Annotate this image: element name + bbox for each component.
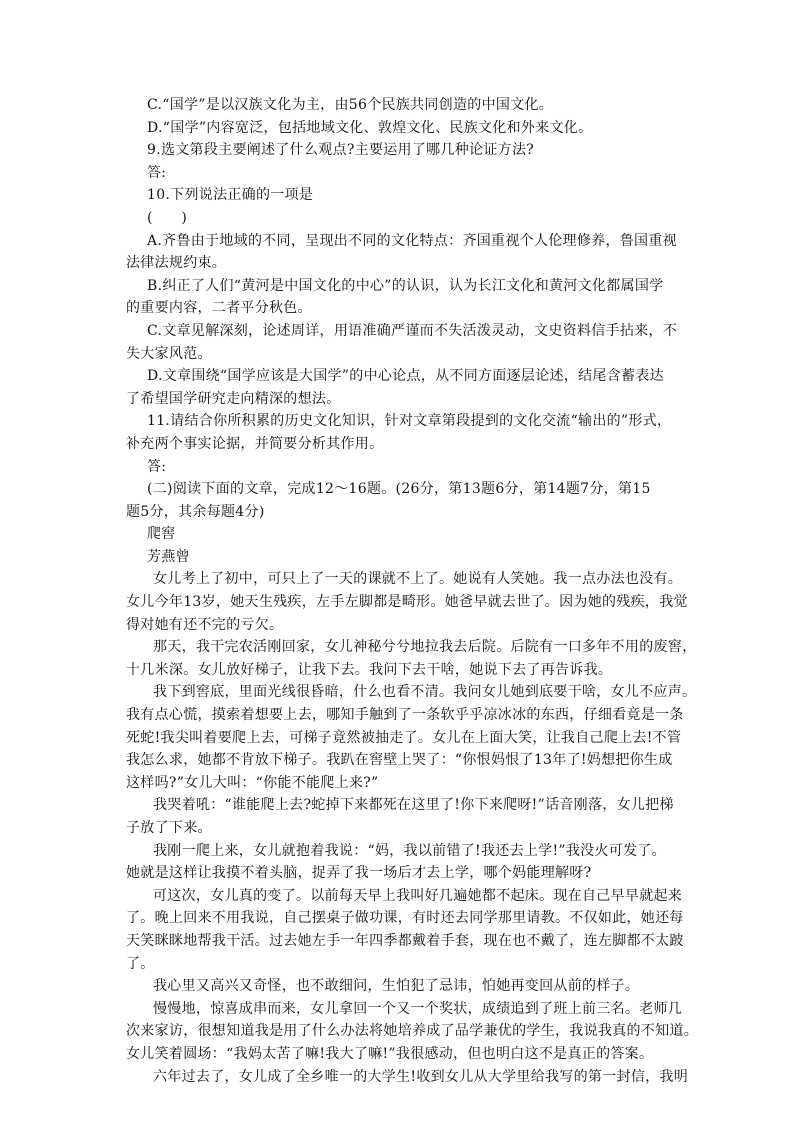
text-line: 我怎么求，她都不肯放下梯子。我趴在窖壁上哭了：“你恨妈恨了13年了!妈想把你生成 (126, 752, 673, 769)
text-line: D.文章围绕“国学应该是大国学”的中心论点，从不同方面逐层论述，结尾含蓄表达 (147, 368, 664, 385)
text-line: 补充两个事实论据，并简要分析其作用。 (126, 435, 384, 452)
text-line: 的重要内容，二者平分秋色。 (126, 300, 312, 317)
text-line: 题5分，其余每题4分) (126, 503, 265, 520)
text-line: 女儿笑着圆场：“我妈太苦了嘛!我大了嘛!”我很感动，但也明白这不是真正的答案。 (126, 1045, 654, 1062)
text-line: ( ) (147, 209, 188, 226)
text-line: 爬窖 (147, 526, 176, 543)
text-line: 女儿考上了初中，可只上了一天的课就不上了。她说有人笑她。我一点办法也没有。 (153, 571, 683, 588)
text-line: 女儿今年13岁，她天生残疾，左手左脚都是畸形。她爸早就去世了。因为她的残疾，我觉 (126, 594, 688, 611)
text-line: 答: (147, 164, 167, 181)
text-line: (二)阅读下面的文章，完成12～16题。(26分，第13题6分，第14题7分，第15 (147, 481, 651, 498)
text-line: 她就是这样让我摸不着头脑，捉弄了我一场后才去上学，哪个妈能理解呀? (126, 865, 592, 882)
text-line: 失大家风范。 (126, 345, 212, 362)
text-line: 天笑眯眯地帮我干活。过去她左手一年四季都戴着手套，现在也不戴了，连左脚都不太跛 (126, 932, 684, 949)
text-line: C.“国学”是以汉族文化为主，由56个民族共同创造的中国文化。 (147, 97, 554, 113)
document-page (126, 94, 698, 1088)
text-line: 这样吗?”女儿大叫：“你能不能爬上来?” (126, 774, 379, 791)
text-line: 十几米深。女儿放好梯子，让我下去。我问下去干啥，她说下去了再告诉我。 (126, 661, 613, 678)
text-line: 法律法规约束。 (126, 255, 227, 272)
text-line: 了希望国学研究走向精深的想法。 (126, 390, 341, 407)
text-line: D.“国学”内容宽泛，包括地域文化、敦煌文化、民族文化和外来文化。 (147, 119, 593, 136)
text-line: C.文章见解深刻，论述周详，用语准确严谨而不失活泼灵动，文史资料信手拈来，不 (147, 322, 678, 339)
text-line: 9.选文第段主要阐述了什么观点?主要运用了哪几种论证方法? (147, 142, 535, 159)
text-line: 我有点心慌，摸索着想要上去，哪知手触到了一条软乎乎凉冰冰的东西，仔细看竟是一条 (126, 707, 684, 724)
text-line: B.纠正了人们“黄河是中国文化的中心”的认识，认为长江文化和黄河文化都属国学 (147, 277, 664, 294)
text-line: 六年过去了，女儿成了全乡唯一的大学生!收到女儿从大学里给我写的第一封信，我明 (153, 1068, 689, 1085)
text-line: 死蛇!我尖叫着要爬上去，可梯子竟然被抽走了。女儿在上面大笑，让我自己爬上去!不管 (126, 729, 682, 746)
text-line: 了。晚上回来不用我说，自己摆桌子做功课，有时还去同学那里请教。不仅如此，她还每 (126, 910, 684, 927)
text-line: 答: (147, 458, 167, 475)
text-line: 那天，我干完农活刚回家，女儿神秘兮兮地拉我去后院。后院有一口多年不用的废窖， (153, 639, 697, 656)
text-line: 我心里又高兴又奇怪，也不敢细问，生怕犯了忌讳，怕她再变回从前的样子。 (153, 978, 640, 995)
text-line: 我下到窖底，里面光线很昏暗，什么也看不清。我问女儿她到底要干啥，女儿不应声。 (153, 684, 697, 701)
text-line: 芳燕曾 (147, 548, 190, 565)
text-line: 11.请结合你所积累的历史文化知识，针对文章第段提到的文化交流“输出的”形式， (147, 413, 672, 430)
text-line: 我刚一爬上来，女儿就抱着我说：“妈，我以前错了!我还去上学!”我没火可发了。 (153, 842, 666, 859)
text-line: 10.下列说法正确的一项是 (147, 187, 314, 204)
text-line: 子放了下来。 (126, 820, 212, 836)
text-line: 我哭着吼：“谁能爬上去?蛇掉下来都死在这里了!你下来爬呀!”话音刚落，女儿把梯 (153, 797, 674, 814)
text-line: 可这次，女儿真的变了。以前每天早上我叫好几遍她都不起床。现在自己早早就起来 (153, 887, 683, 904)
text-line: 次来家访，很想知道我是用了什么办法将她培养成了品学兼优的学生，我说我真的不知道。 (126, 1023, 698, 1040)
text-line: A.齐鲁由于地域的不同，呈现出不同的文化特点：齐国重视个人伦理修养，鲁国重视 (147, 232, 677, 249)
text-line: 得对她有还不完的亏欠。 (126, 616, 284, 633)
text-line: 慢慢地，惊喜成串而来，女儿拿回一个又一个奖状，成绩追到了班上前三名。老师几 (153, 1000, 683, 1017)
text-line: 了。 (126, 955, 155, 972)
